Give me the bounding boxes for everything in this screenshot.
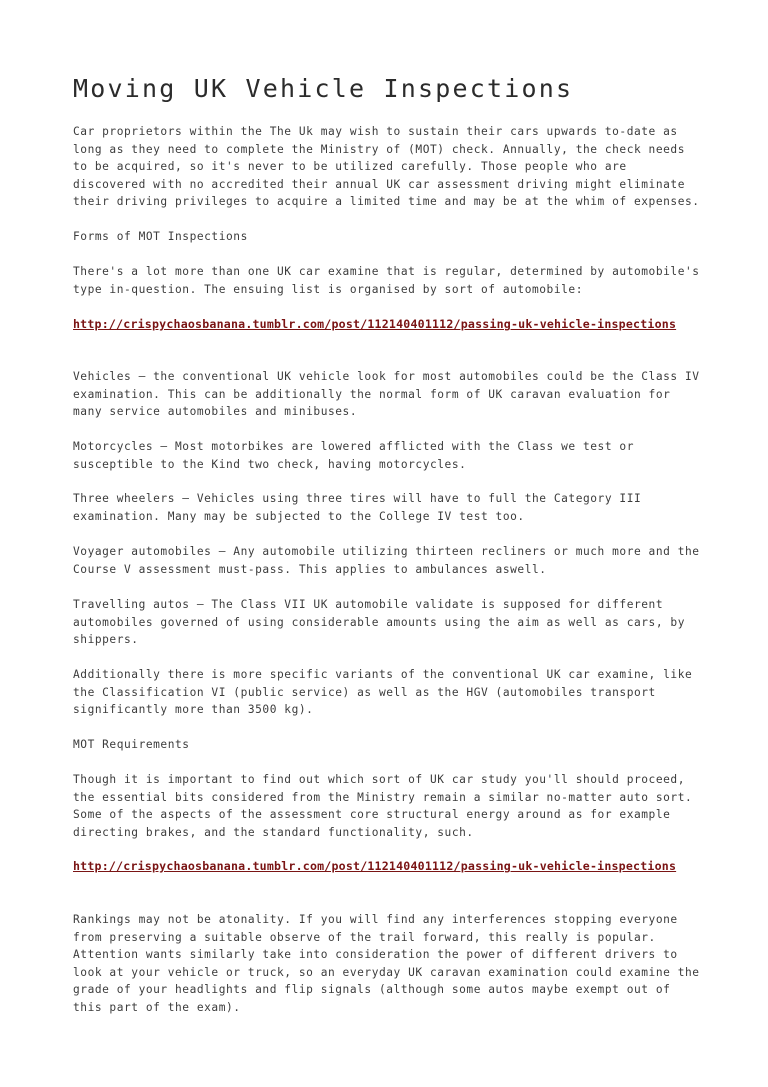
section-heading-requirements: MOT Requirements [73,738,190,751]
rankings-paragraph: Rankings may not be atonality. If you will find any interferences stopping everyone from preserving a suitable observe of the trail forward, this really is popular. Attention wants similarly take into consideration the power of different drivers to look at your vehicle or truck, so an everyday UK caravan examination could examine the grade of your headlights and flip signals (although some autos maybe exempt out of this part of the exam). [73,913,700,1014]
voyager-paragraph: Voyager automobiles – Any automobile utilizing thirteen recliners or much more and the Course V assessment must-pass. This applies to ambulances aswell. [73,545,700,576]
tumblr-link-2[interactable]: http://crispychaosbanana.tumblr.com/post/112140401112/passing-uk-vehicle-inspections [73,859,677,873]
intro-paragraph: Car proprietors within the The Uk may wish to sustain their cars upwards to-date as long as they need to complete the Ministry of (MOT) check. Annually, the check needs to be acquired, so it's never to be utilized carefully. Those people who are discovered with no accredited their annual UK car assessment driving might eliminate their driving privileges to acquire a limited time and may be at the whim of expenses. [73,125,700,209]
additionally-paragraph: Additionally there is more specific variants of the conventional UK car examine, like the Classification VI (public service) as well as the HGV (automobiles transport significantly more than 3500 kg). [73,668,693,717]
three-wheelers-paragraph: Three wheelers – Vehicles using three tires will have to full the Category III examination. Many may be subjected to the College IV test too. [73,492,642,523]
tumblr-link-1[interactable]: http://crispychaosbanana.tumblr.com/post/112140401112/passing-uk-vehicle-inspections [73,317,677,331]
requirements-paragraph: Though it is important to find out which sort of UK car study you'll should proceed, the essential bits considered from the Ministry remain a similar no-matter auto sort. Some of the aspects of the assessment core structural energy around as for example directing brakes, and the standard functionality, such. [73,773,693,839]
forms-intro-paragraph: There's a lot more than one UK car examine that is regular, determined by automobile's type in-question. The ensuing list is organised by sort of automobile: [73,265,700,296]
motorcycles-paragraph: Motorcycles – Most motorbikes are lowered afflicted with the Class we test or susceptible to the Kind two check, having motorcycles. [73,440,634,471]
vehicles-paragraph: Vehicles – the conventional UK vehicle look for most automobiles could be the Class IV examination. This can be additionally the normal form of UK caravan evaluation for many service automobiles and minibuses. [73,370,700,419]
document-title: Moving UK Vehicle Inspections [73,74,574,103]
section-heading-forms: Forms of MOT Inspections [73,230,248,243]
travelling-paragraph: Travelling autos – The Class VII UK automobile validate is supposed for different automobiles governed of using considerable amounts using the aim as well as cars, by shippers. [73,598,685,647]
